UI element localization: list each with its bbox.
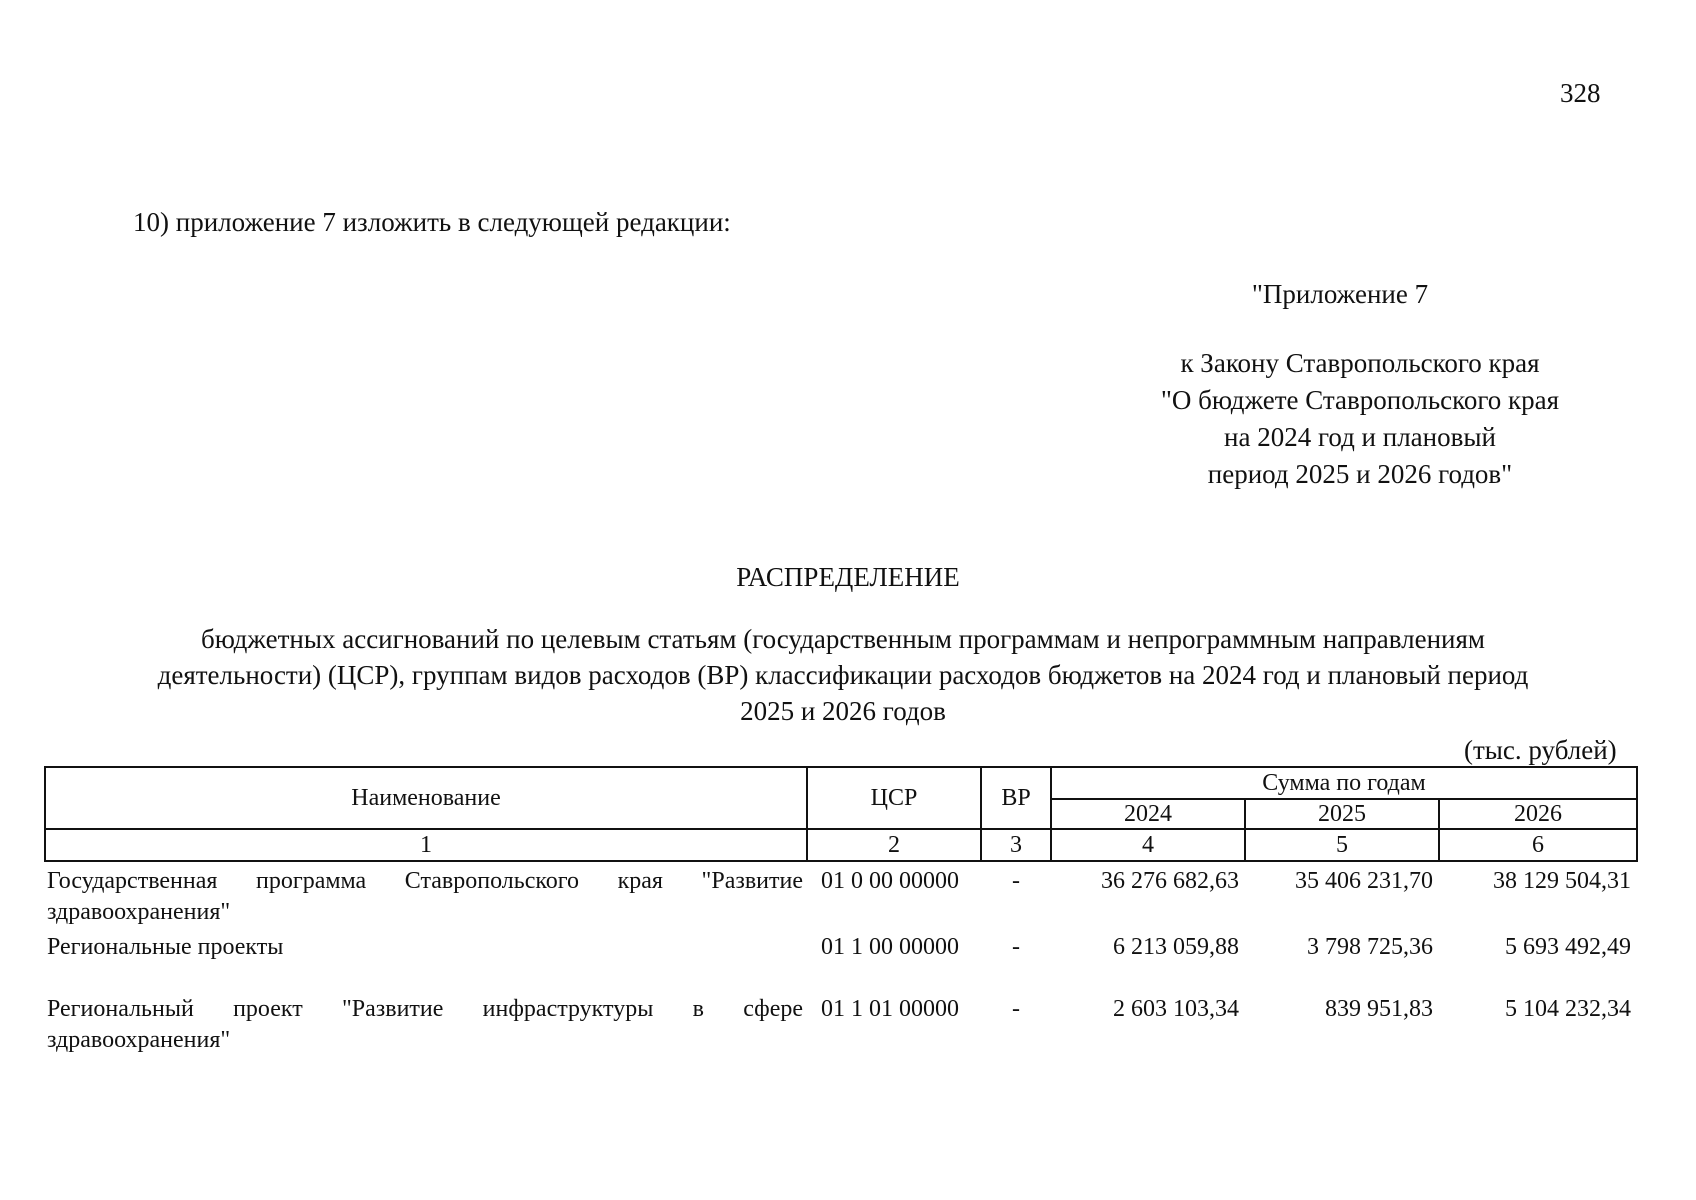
header-year: 2024 — [1051, 799, 1245, 829]
row-amount-2024: 36 276 682,63 — [1101, 868, 1239, 894]
column-number: 5 — [1245, 829, 1439, 861]
row-amount-2025: 35 406 231,70 — [1295, 868, 1433, 894]
header-name: Наименование — [45, 767, 807, 829]
appendix-line: "О бюджете Ставропольского края — [1160, 385, 1560, 415]
row-name: Региональные проекты — [47, 934, 284, 960]
column-number: 6 — [1439, 829, 1637, 861]
row-vr: - — [1012, 868, 1020, 894]
budget-table — [44, 766, 1638, 1060]
table-row — [45, 928, 1637, 990]
appendix-line: на 2024 год и плановый — [1224, 422, 1496, 452]
document-title: РАСПРЕДЕЛЕНИЕ — [736, 562, 960, 592]
row-vr: - — [1012, 934, 1020, 960]
row-amount-2025: 839 951,83 — [1325, 996, 1433, 1022]
column-number: 3 — [981, 829, 1051, 861]
header-year: 2026 — [1439, 799, 1637, 829]
table-row — [45, 990, 1637, 1060]
column-number: 2 — [807, 829, 981, 861]
appendix-reference — [1080, 276, 1640, 493]
table-row — [45, 861, 1637, 928]
row-amount-2024: 6 213 059,88 — [1113, 934, 1239, 960]
units-label: (тыс. рублей) — [1464, 735, 1617, 765]
appendix-line: к Закону Ставропольского края — [1180, 348, 1540, 378]
row-name: Региональный проект "Развитие инфраструктуры в сфере здравоохранения" — [47, 996, 803, 1053]
row-amount-2026: 5 693 492,49 — [1505, 934, 1632, 960]
header-sum-by-years: Сумма по годам — [1051, 767, 1637, 799]
header-vr: ВР — [981, 767, 1051, 829]
row-amount-2024: 2 603 103,34 — [1113, 996, 1239, 1022]
column-number: 1 — [45, 829, 807, 861]
row-name: Государственная программа Ставропольского края "Развитие здравоохранения" — [47, 868, 803, 925]
column-number: 4 — [1051, 829, 1245, 861]
intro-text: 10) приложение 7 изложить в следующей редакции: — [133, 207, 731, 237]
row-csr: 01 1 00 00000 — [821, 934, 959, 960]
row-amount-2026: 38 129 504,31 — [1493, 868, 1632, 894]
appendix-line: период 2025 и 2026 годов" — [1207, 459, 1513, 489]
header-csr: ЦСР — [807, 767, 981, 829]
row-amount-2025: 3 798 725,36 — [1307, 934, 1433, 960]
document-subtitle: бюджетных ассигнований по целевым статьям (государственным программам и непрограммным направлениям деятельности) (ЦСР), группам видов расходов (ВР) классификации расходов бюджетов на 2024 год и плановый период 2025 и 2026 годов — [157, 624, 1529, 726]
row-amount-2026: 5 104 232,34 — [1505, 996, 1632, 1022]
row-csr: 01 1 01 00000 — [821, 996, 959, 1022]
row-csr: 01 0 00 00000 — [821, 868, 959, 894]
appendix-heading: "Приложение 7 — [1251, 279, 1429, 309]
header-year: 2025 — [1245, 799, 1439, 829]
row-vr: - — [1012, 996, 1020, 1022]
page-number: 328 — [1560, 78, 1601, 108]
